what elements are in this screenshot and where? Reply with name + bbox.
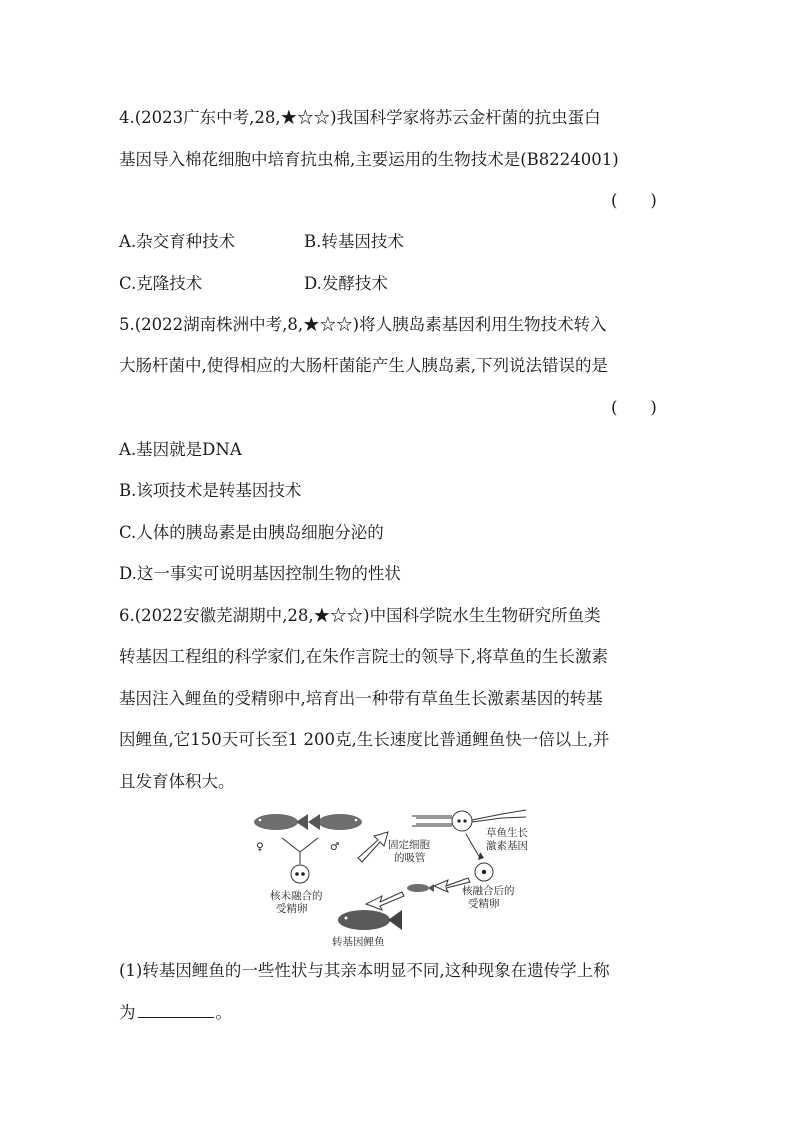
q6-stem-line5: 且发育体积大。 — [119, 772, 235, 791]
q6-stem-line2: 转基因工程组的科学家们,在朱作言院士的领导下,将草鱼的生长激素 — [119, 647, 608, 666]
male-carp-image — [308, 814, 362, 830]
q4-answer-blank[interactable]: ( ) — [611, 191, 657, 210]
fry-image — [407, 884, 434, 892]
q5-option-a[interactable]: A.基因就是DNA — [119, 440, 242, 459]
q6-sub1-line2 — [119, 1001, 232, 1024]
unfused-zygote-icon — [291, 865, 309, 883]
label-fused-1: 核融合后的 — [462, 885, 515, 897]
q4-stem-line2: 基因导入棉花细胞中培育抗虫棉,主要运用的生物技术是(B8224001) — [119, 150, 619, 169]
label-result: 转基因鲤鱼 — [332, 936, 385, 948]
q4-option-d[interactable]: D.发酵技术 — [304, 274, 388, 293]
egg-being-injected-icon — [452, 811, 472, 831]
q6-sub1-answer-blank[interactable] — [138, 1001, 214, 1018]
q6-sub1-line2-text: 为 — [119, 1003, 136, 1022]
female-symbol: ♀ — [256, 841, 264, 853]
transgenic-carp-image — [338, 910, 402, 930]
q5-stem-line1: 5.(2022湖南株洲中考,8,★☆☆)将人胰岛素基因利用生物技术转入 — [119, 315, 607, 334]
q5-option-c[interactable]: C.人体的胰岛素是由胰岛细胞分泌的 — [119, 523, 384, 542]
label-fused-2: 受精卵 — [468, 898, 500, 910]
q6-sub1-end-punct: 。 — [215, 1003, 232, 1022]
q6-stem-line1: 6.(2022安徽芜湖期中,28,★☆☆)中国科学院水生生物研究所鱼类 — [119, 606, 601, 625]
q4-option-c[interactable]: C.克隆技术 — [119, 274, 203, 293]
label-pipette-2: 的吸管 — [394, 852, 426, 864]
q5-option-b[interactable]: B.该项技术是转基因技术 — [119, 481, 302, 500]
fused-zygote-icon — [475, 863, 493, 881]
arrow-curve-down — [466, 834, 480, 858]
q5-option-d[interactable]: D.这一事实可说明基因控制生物的性状 — [119, 564, 401, 583]
transgenic-carp-diagram — [240, 808, 530, 948]
pipette-icon — [412, 816, 452, 826]
q4-option-b[interactable]: B.转基因技术 — [304, 232, 404, 251]
q4-option-a[interactable]: A.杂交育种技术 — [119, 232, 236, 251]
q5-answer-blank[interactable]: ( ) — [611, 398, 657, 417]
label-pipette-1: 固定细胞 — [388, 839, 430, 851]
injection-needle-icon — [472, 810, 526, 822]
q6-stem-line3: 基因注入鲤鱼的受精卵中,培育出一种带有草鱼生长激素基因的转基 — [119, 689, 603, 708]
q5-stem-line2: 大肠杆菌中,使得相应的大肠杆菌能产生人胰岛素,下列说法错误的是 — [119, 356, 608, 375]
label-gene-1: 草鱼生长 — [486, 827, 528, 839]
label-unfused-1: 核未融合的 — [270, 890, 323, 902]
label-unfused-2: 受精卵 — [276, 903, 308, 915]
label-gene-2: 激素基因 — [486, 840, 528, 852]
process-arrow-3 — [366, 892, 404, 910]
process-arrow-1 — [358, 832, 388, 862]
female-carp-image — [254, 814, 308, 830]
male-symbol: ♂ — [330, 841, 340, 853]
q4-stem-line1: 4.(2023广东中考,28,★☆☆)我国科学家将苏云金杆菌的抗虫蛋白 — [119, 108, 601, 127]
fertilization-lines — [282, 838, 318, 864]
q6-stem-line4: 因鲤鱼,它150天可长至1 200克,生长速度比普通鲤鱼快一倍以上,并 — [119, 730, 610, 749]
q6-sub1-line1: (1)转基因鲤鱼的一些性状与其亲本明显不同,这种现象在遗传学上称 — [119, 961, 610, 980]
